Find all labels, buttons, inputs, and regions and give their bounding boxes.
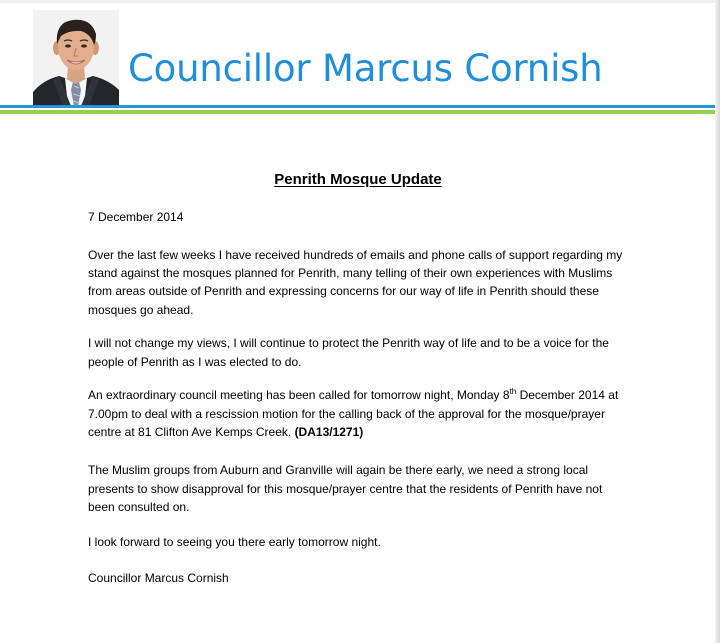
portrait-svg [33,10,119,106]
paragraph-3-line-1-tail: December 2014 at [516,388,619,402]
paragraph-3-line-3 [88,424,363,440]
paragraph-4-line-3: been consulted on. [88,500,190,514]
paragraph-5-line-1: I look forward to seeing you there early tomorrow night. [88,535,381,549]
paragraph-1-line-2: stand against the mosques planned for Penrith, many telling of their own experiences with Muslims [88,266,613,280]
paragraph-1-line-3: from areas outside of Penrith and expressing concerns for our way of life in Penrith should these [88,284,599,298]
paragraph-3-line-1 [88,387,618,403]
page-right-edge [715,0,720,643]
ordinal-suffix: th [509,387,517,396]
signature: Councillor Marcus Cornish [88,571,229,585]
header-rule-blue [0,105,715,108]
paragraph-4-line-2: presents to show disapproval for this mosque/prayer centre that the residents of Penrith have not [88,482,603,496]
development-application-ref: (DA13/1271) [294,425,364,439]
paragraph-3-line-1-text: An extraordinary council meeting has been called for tomorrow night, Monday 8 [88,388,510,402]
paragraph-1-line-1: Over the last few weeks I have received hundreds of emails and phone calls of support regarding my [88,248,623,262]
paragraph-3-line-2: 7.00pm to deal with a rescission motion for the calling back of the approval for the mosque/prayer [88,407,605,421]
header-rule-green [0,110,715,114]
document-title: Penrith Mosque Update [274,171,442,188]
page-top-edge [0,0,720,3]
paragraph-2-line-1: I will not change my views, I will continue to protect the Penrith way of life and to be a voice for the [88,336,609,350]
paragraph-4-line-1: The Muslim groups from Auburn and Granville will again be there early, we need a strong local [88,463,589,477]
banner-title: Councillor Marcus Cornish [128,47,603,90]
paragraph-1-line-4: mosques go ahead. [88,303,194,317]
paragraph-3-line-3-text: centre at 81 Clifton Ave Kemps Creek. [88,425,295,439]
document-date: 7 December 2014 [88,210,184,224]
paragraph-2-line-2: people of Penrith as I was elected to do. [88,355,302,369]
councillor-portrait-icon [33,10,119,106]
